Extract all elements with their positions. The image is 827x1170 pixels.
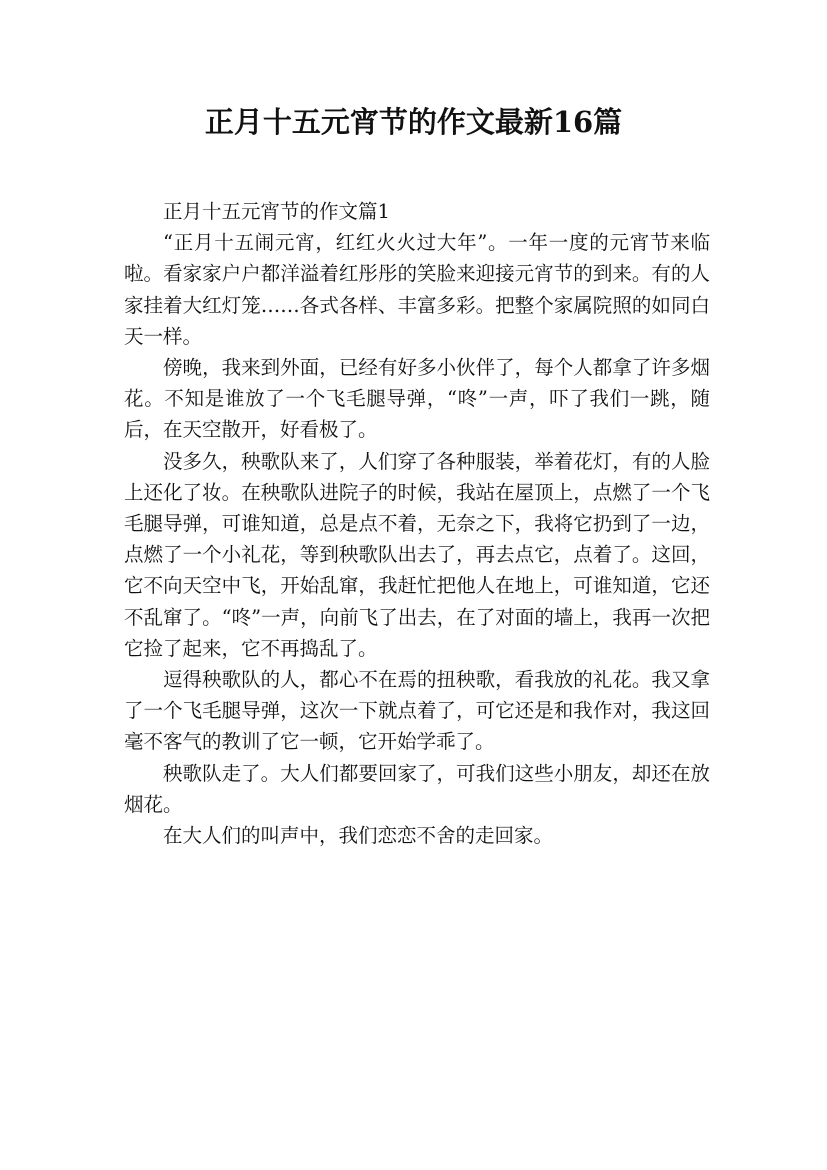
- paragraph: 傍晚，我来到外面，已经有好多小伙伴了，每个人都拿了许多烟花。不知是谁放了一个飞毛腿导弹，“咚”一声，吓了我们一跳，随后，在天空散开，好看极了。: [124, 356, 710, 442]
- section-heading: 正月十五元宵节的作文篇1: [163, 200, 390, 223]
- paragraph: 在大人们的叫声中，我们恋恋不舍的走回家。: [163, 824, 554, 848]
- paragraph: 没多久，秧歌队来了，人们穿了各种服装，举着花灯，有的人脸上还化了妆。在秧歌队进院子的时候，我站在屋顶上，点燃了一个飞毛腿导弹，可谁知道，总是点不着，无奈之下，我将它扔到了一边，点燃了一个小礼花，等到秧歌队出去了，再去点它，点着了。这回，它不向天空中飞，开始乱窜，我赶忙把他人在地上，可谁知道，它还不乱窜了。“咚”一声，向前飞了出去，在了对面的墙上，我再一次把它捡了起来，它不再捣乱了。: [124, 449, 710, 660]
- paragraph: “正月十五闹元宵，红红火火过大年”。一年一度的元宵节来临啦。看家家户户都洋溢着红彤彤的笑脸来迎接元宵节的到来。有的人家挂着大红灯笼……各式各样、丰富多彩。把整个家属院照的如同白天一样。: [124, 231, 710, 348]
- document-body: [124, 196, 710, 851]
- document-title: 正月十五元宵节的作文最新16篇: [204, 105, 623, 139]
- paragraph: 逗得秧歌队的人，都心不在焉的扭秧歌，看我放的礼花。我又拿了一个飞毛腿导弹，这次一下就点着了，可它还是和我作对，我这回毫不客气的教训了它一顿，它开始学乖了。: [124, 668, 710, 754]
- paragraph: 秧歌队走了。大人们都要回家了，可我们这些小朋友，却还在放烟花。: [124, 761, 710, 816]
